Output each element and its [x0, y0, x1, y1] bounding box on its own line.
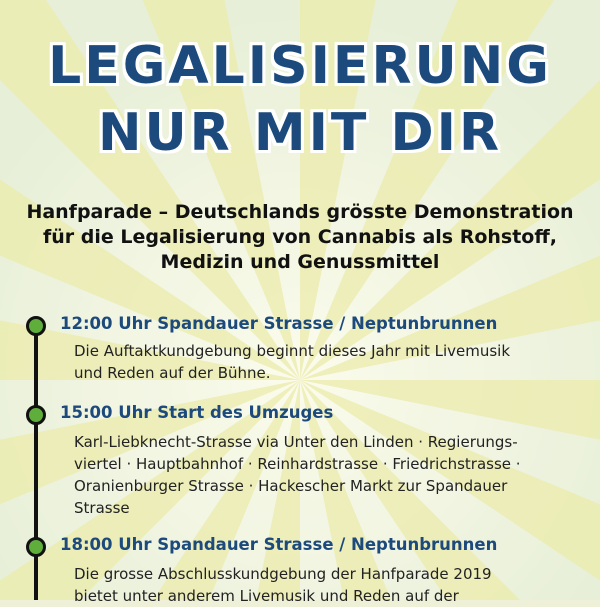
timeline-line: [34, 326, 38, 600]
timeline-dot-2: [26, 405, 46, 425]
timeline-dot-3: [26, 537, 46, 557]
event-2-line-4: Strasse: [74, 499, 130, 517]
headline-line-1: LEGALISIERUNG: [48, 36, 552, 96]
timeline-dot-1: [26, 316, 46, 336]
subtitle-line-1: Hanfparade – Deutschlands grösste Demonstration: [26, 201, 574, 223]
subtitle-line-2: für die Legalisierung von Cannabis als Rohstoff,: [43, 226, 557, 248]
event-2-line-1: Karl-Liebknecht-Strasse via Unter den Linden · Regierungs-: [74, 433, 518, 451]
subtitle: [20, 200, 580, 275]
subtitle-line-3: Medizin und Genussmittel: [160, 251, 440, 273]
event-description-2: [74, 431, 568, 519]
event-3-line-1: Die grosse Abschlusskundgebung der Hanfparade 2019: [74, 565, 492, 583]
event-description-1: [74, 340, 568, 384]
headline-line-2: NUR MIT DIR: [97, 103, 503, 163]
event-time-3: 18:00 Uhr Spandauer Strasse / Neptunbrunnen: [60, 535, 498, 554]
event-2-line-3: Oranienburger Strasse · Hackescher Markt zur Spandauer: [74, 477, 508, 495]
event-2-line-2: viertel · Hauptbahnhof · Reinhardstrasse · Friedrichstrasse ·: [74, 455, 521, 473]
event-1-line-2: und Reden auf der Bühne.: [74, 364, 271, 382]
event-time-2: 15:00 Uhr Start des Umzuges: [60, 403, 334, 422]
event-3-line-2: bietet unter anderem Livemusik und Reden auf der: [74, 587, 459, 605]
event-description-3: [74, 563, 568, 607]
event-1-line-1: Die Auftaktkundgebung beginnt dieses Jahr mit Livemusik: [74, 342, 511, 360]
event-time-1: 12:00 Uhr Spandauer Strasse / Neptunbrunnen: [60, 314, 498, 333]
